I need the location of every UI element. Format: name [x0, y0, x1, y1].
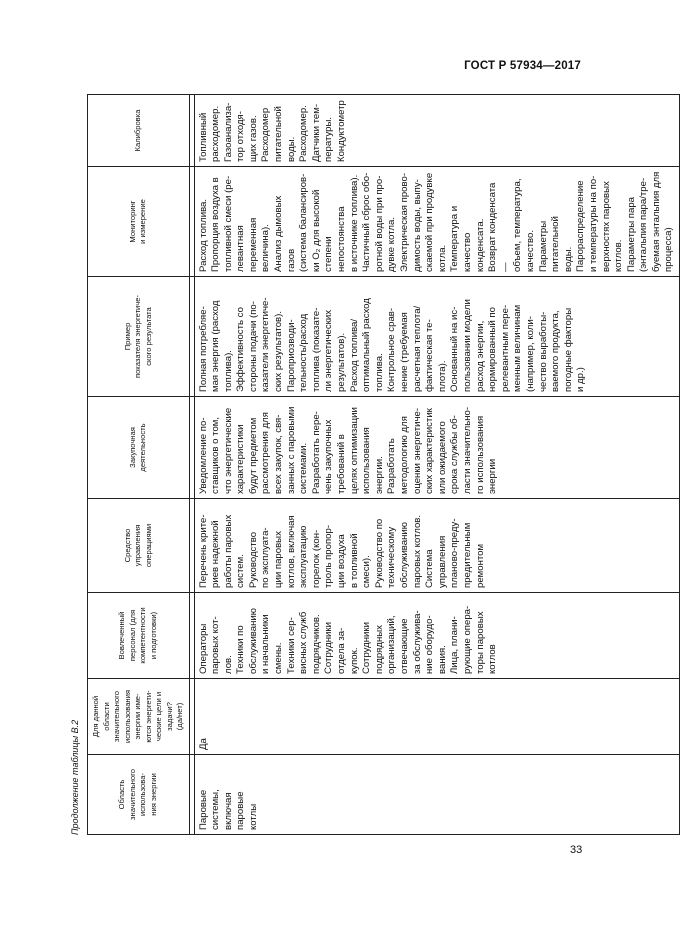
cell-operational-control: Перечень крите- риев надежной работы паровых систем. Руководство по эксплуата- ции паровых котлов, включая эксплуатацию горелок (кон- троль пропор- ции воздуха в топливной смеси). Руководство по техническому обслуживанию паровых котлов. Система управления планово-преду- предительным ремонтом	[194, 499, 680, 593]
header-calibration: Калибровка	[88, 95, 190, 167]
cell-area: Паровые системы, включая паровые котлы	[194, 755, 680, 835]
cell-enpi-example: Полная потребляе- мая энергия (расход топлива). Эффективность со стороны подачи (по- казатели энергетиче- ских результатов). Пароприозводи- тельность/расход топлива (показате- ли энергетических результатов). Расход топлива/ оптимальный расход топлива. Контрольное срав- нение (требуемая расчетная теплота/ фактическая те- плота). Основанный на ис- пользовании модели расход энергии, нормированный по релевантным пере- менным величинам (например, коли- чество выработы- ваемого продукта, погодные факторы и др.)	[194, 277, 680, 397]
rotated-table-block	[65, 95, 675, 835]
cell-personnel: Операторы паровых кот- лов. Техники по обслуживанию и начальники смены. Техники сер- висных служб подрядчиков. Сотрудники отдела за- купок. Сотрудники подрядных организаций, отвечающие за обслужива- ние оборудо- вания. Лица, плани- рующие опера- торы паровых котлов	[194, 593, 680, 679]
header-enpi-example: Пример показателя энергетиче- ского результата	[88, 277, 190, 397]
header-area: Область значительного использова- ния энергии	[88, 755, 190, 835]
cell-monitoring: Расход топлива. Пропорция воздуха в топливной смеси (ре- левантная переменная величина). Анализ дымовых газов (система балансиров- ки O₂ для высокой степени непостоянства в источнике топлива). Частичный сброс обо- ротной воды при про- дувке котла. Электрическая прово- димость воды, выпу- скаемой при продувке котла. Температура и качество конденсата. Возврат конденсата — объем, температура, качество. Параметры питательной воды. Парораспределение и температуры на по- верхностях паровых котлов. Параметры пара (энтальпия пара/тре- буемая энтальпия для процесса)	[194, 167, 680, 277]
cell-calibration: Топливный расходомер. Газоанализа- тор отходя- щих газов. Расходомер питательной воды. Расходомер. Датчики тем- пературы. Кондуктометр	[194, 95, 680, 167]
header-goals: Для данной области значительного использования энергии име- ются энергети- ческие цели и задачи? (да/нет)	[88, 679, 190, 755]
energy-use-table	[87, 94, 680, 835]
table-continuation-caption: Продолжение таблицы В.2	[70, 719, 80, 835]
cell-goals: Да	[194, 679, 680, 755]
header-monitoring: Мониторинг и измерение	[88, 167, 190, 277]
table-row	[194, 95, 680, 835]
page-number: 33	[570, 844, 583, 856]
header-personnel: Вовлеченный персонал (для компетентности и подготовки)	[88, 593, 190, 679]
header-procurement: Закупочная деятельность	[88, 397, 190, 499]
table-header-row	[88, 95, 190, 835]
header-operational-control: Средство управления операциями	[88, 499, 190, 593]
cell-procurement: Уведомление по- ставщиков о том, что энергетические характеристики будут предметом рассмотрения для всех закупок, свя- занных с паровыми системами. Разработать пере- чень закупочных требований в целях оптимизации использования энергии. Разработать методологию для оценки энергетиче- ских характеристик или ожидаемого срока службы об- ласти значительно- го использования энергии	[194, 397, 680, 499]
standard-header: ГОСТ Р 57934—2017	[464, 60, 581, 72]
